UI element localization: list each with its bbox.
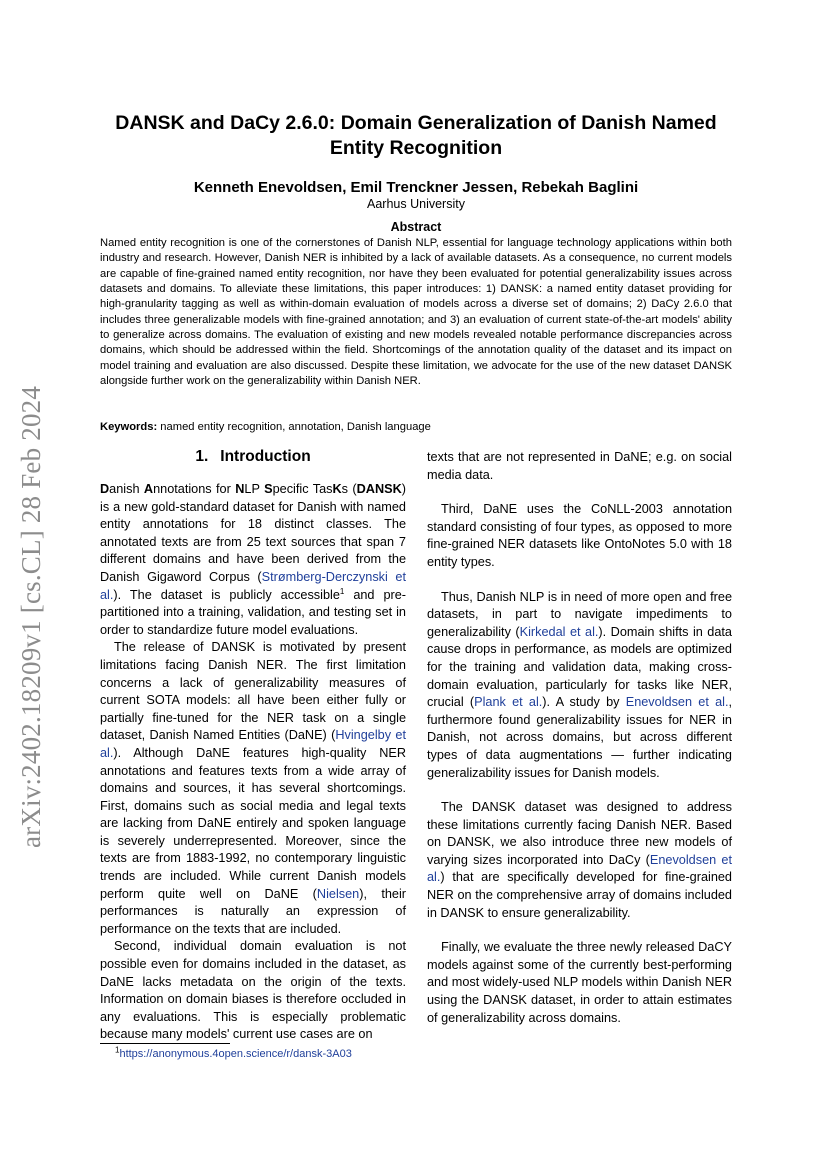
text-span: ) is a new gold-standard dataset for Danish with named entity annotations for 18 distinct classes. The annotated texts are from 25 text sources that span 7 different domains and have been derived from the Danish Gigaword Corpus ( xyxy=(100,482,406,584)
section-title: Introduction xyxy=(220,448,311,465)
author-list: Kenneth Enevoldsen, Emil Trenckner Jessen, Rebekah Baglini xyxy=(193,179,639,196)
citation-link[interactable]: Plank et al. xyxy=(474,695,543,710)
acronym-letter-a: A xyxy=(143,482,154,496)
footnote-number: 1 xyxy=(115,1045,120,1055)
text-span: ). The dataset is publicly accessible xyxy=(113,587,340,602)
affiliation: Aarhus University xyxy=(367,197,465,211)
intro-paragraph-6 xyxy=(427,799,732,922)
section-number: 1. xyxy=(195,448,209,465)
paper-title xyxy=(100,111,732,161)
text-span: Thus, Danish NLP is in need of more open and free datasets, in part to navigate impediments to generalizability ( xyxy=(427,589,732,639)
left-column xyxy=(100,447,406,1044)
acronym-letter-s: S xyxy=(264,482,273,496)
citation-link[interactable]: Hvingelby et al. xyxy=(100,728,406,760)
text-span: ), their performances is naturally an expression of performance on the texts that are included. xyxy=(100,886,406,936)
section-heading-introduction xyxy=(100,447,406,467)
text-span: , furthermore found generalizability issues for NER in Danish, not across domains, but across different types of data augmentations — further indicating generalizability issues for Danish models. xyxy=(427,695,732,780)
intro-paragraph-3-continued: texts that are not represented in DaNE; e.g. on social media data. xyxy=(427,450,732,482)
keywords-label: Keywords: xyxy=(100,421,158,433)
keywords-text: named entity recognition, annotation, Danish language xyxy=(157,421,431,433)
abstract-heading: Abstract xyxy=(390,220,442,234)
title-line-2: Entity Recognition xyxy=(329,137,503,159)
intro-paragraph-7: Finally, we evaluate the three newly released DaCY models against some of the currently best-performing and most widely-used NLP models within Danish NER using the DANSK dataset, in order to attain estimates of generalizability across domains. xyxy=(427,940,732,1025)
footnote xyxy=(115,1047,352,1061)
text-span: ) that are specifically developed for fine-grained NER on the comprehensive array of domains included in DANSK to ensure generalizability. xyxy=(427,870,732,920)
abstract-text: Named entity recognition is one of the cornerstones of Danish NLP, essential for language technology applications within both industry and research. However, Danish NER is inhibited by a lack of available datasets. As a consequence, no current models are capable of fine-grained named entity recognition, nor have they been evaluated for potential generalizability issues across datasets and domains. To alleviate these limitations, this paper introduces: 1) DANSK: a named entity dataset providing for high-granularity tagging as well as within-domain evaluation of models across a diverse set of domains; 2) DaCy 2.6.0 that includes three generalizable models with fine-grained annotation; and 3) an evaluation of current state-of-the-art models' ability to generalize across domains. The evaluation of existing and new models revealed notable performance discrepancies across domains, which should be addressed within the field. Shortcomings of the annotation quality of the dataset and its impact on model training and evaluation are also discussed. Despite these limitation, we advocate for the use of the new dataset DANSK alongside further work on the generalizability within Danish NER. xyxy=(100,237,732,388)
intro-paragraph-5 xyxy=(427,589,732,783)
citation-link[interactable]: Enevoldsen et al. xyxy=(625,695,729,710)
acronym-letter-k: K xyxy=(332,482,342,496)
acronym-letter-n: N xyxy=(235,482,245,496)
right-column xyxy=(427,449,732,1027)
intro-paragraph-3: Second, individual domain evaluation is not possible even for domains included in the dataset, as DaNE lacks metadata on the origin of the texts. Information on domain biases is therefore occluded in any evaluations. This is especially problematic because many models' current use cases are on xyxy=(100,939,406,1042)
intro-paragraph-2 xyxy=(100,639,406,938)
citation-link[interactable]: Kirkedal et al. xyxy=(519,624,599,639)
citation-link[interactable]: Strømberg-Derczynski et al. xyxy=(100,569,407,602)
text-span: ). Although DaNE features high-quality NER annotations and features texts from a wide array of domains and sources, it has several shortcomings. First, domains such as social media and legal texts are lacking from DaNE entirely and spoken language is severely underrepresented. Moreover, since the texts are from 1883-1992, no contemporary linguistic trends are included. While current Danish models perform quite well on DaNE ( xyxy=(100,745,406,901)
text-span: anish xyxy=(109,482,144,496)
keywords xyxy=(100,420,732,435)
text-span: ). A study by xyxy=(542,695,626,710)
citation-link[interactable]: Enevoldsen et al. xyxy=(427,852,732,885)
text-span: s ( xyxy=(341,482,357,496)
footnote-url-link[interactable]: https://anonymous.4open.science/r/dansk-3A03 xyxy=(119,1048,352,1060)
text-span: pecific Tas xyxy=(272,482,333,496)
text-span: The DANSK dataset was designed to address these limitations currently facing Danish NER. Based on DANSK, we also introduce three new models of varying sizes incorporated into DaCy ( xyxy=(427,800,732,867)
footnote-mark[interactable]: 1 xyxy=(339,586,345,596)
intro-paragraph-4: Third, DaNE uses the CoNLL-2003 annotation standard consisting of four types, as opposed to more fine-grained NER datasets like OntoNotes 5.0 with 18 entity types. xyxy=(427,502,732,569)
intro-paragraph-1 xyxy=(100,481,406,639)
dataset-name: DANSK xyxy=(356,482,402,496)
title-line-1: DANSK and DaCy 2.6.0: Domain Generalization of Danish Named xyxy=(115,112,717,134)
footnote-divider xyxy=(100,1043,230,1044)
text-span: and pre-partitioned into a training, validation, and testing set in order to standardize future model evaluations. xyxy=(100,587,407,637)
text-span: ). Domain shifts in data cause drops in performance, as models are optimized for the training and validation data, making cross-domain evaluation, particularly for tasks like NER, crucial ( xyxy=(427,624,732,710)
arxiv-identifier: arXiv:2402.18209v1 [cs.CL] 28 Feb 2024 xyxy=(16,385,46,848)
text-span: LP xyxy=(244,482,265,496)
text-span: nnotations for xyxy=(153,482,236,496)
citation-link[interactable]: Nielsen xyxy=(316,886,360,901)
acronym-letter-d: D xyxy=(100,482,110,496)
text-span: The release of DANSK is motivated by present limitations facing Danish NER. The first limitation concerns a lack of generalizability measures of current SOTA models: all have been either fully or partially fine-tuned for the NER task on a single dataset, Danish Named Entities (DaNE) ( xyxy=(100,640,406,743)
